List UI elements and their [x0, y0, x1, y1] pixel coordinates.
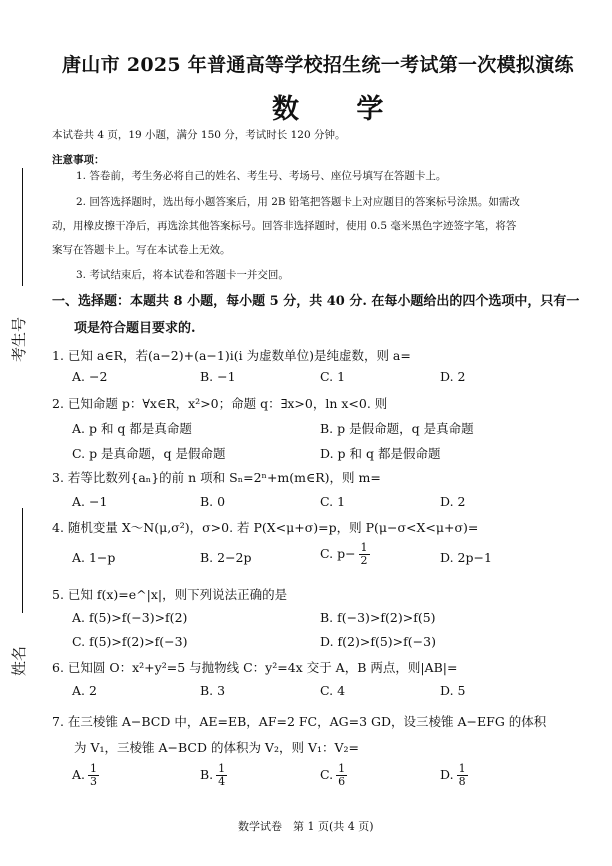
question-4-option-c-text: C. p− — [320, 546, 356, 561]
question-5-option-a: A. f(5)>f(−3)>f(2) — [72, 610, 188, 625]
subject-title: 数 学 — [272, 94, 408, 125]
question-7-option-a: A. $\frac{1}{3}$ — [72, 762, 98, 788]
question-6-option-a: A. 2 — [72, 683, 97, 698]
binding-line-middle — [22, 508, 23, 613]
question-7-option-b-fraction: $\frac{1}{4}$ — [218, 762, 226, 788]
question-1-option-b: B. −1 — [200, 369, 236, 384]
question-7-stem: 7. 在三棱锥 A−BCD 中，AE=EB，AF=2 FC，AG=3 GD，设三棱锥 A−EFG 的体积 — [52, 714, 547, 729]
note-2: 2. 回答选择题时，选出每小题答案后，用 2B 铅笔把答题卡上对应题目的答案标号涂黑。如需改 — [76, 196, 520, 208]
name-label: 姓名 — [10, 645, 28, 676]
question-7-option-b: B. $\frac{1}{4}$ — [200, 762, 226, 788]
question-2-option-a: A. p 和 q 都是真命题 — [72, 421, 192, 436]
page-footer: 数学试卷 第 1 页(共 4 页) — [238, 820, 374, 833]
question-7-option-a-fraction: $\frac{1}{3}$ — [90, 762, 98, 788]
question-4-option-b: B. 2−2p — [200, 550, 252, 565]
question-4-stem: 4. 随机变量 X～N(μ,σ²)，σ>0. 若 P(X<μ+σ)=p，则 P(μ−σ<X<μ+σ)= — [52, 520, 479, 535]
binding-line-top — [22, 168, 23, 286]
question-3-option-c: C. 1 — [320, 494, 346, 509]
question-2-option-c: C. p 是真命题，q 是假命题 — [72, 446, 226, 461]
note-2-cont: 动，用橡皮擦干净后，再选涂其他答案标号。回答非选择题时，使用 0.5 毫米黑色字迹签字笔，将答 — [52, 220, 517, 232]
question-5-stem: 5. 已知 f(x)=e^|x|，则下列说法正确的是 — [52, 587, 288, 602]
section-heading: 一、选择题：本题共 8 小题，每小题 5 分，共 40 分. 在每小题给出的四个选项中，只有一 — [52, 294, 580, 309]
question-2-option-d: D. p 和 q 都是假命题 — [320, 446, 441, 461]
question-7-option-c: C. $\frac{1}{6}$ — [320, 762, 346, 788]
question-3-stem: 3. 若等比数列{aₙ}的前 n 项和 Sₙ=2ⁿ+m(m∈R)，则 m= — [52, 470, 381, 485]
question-5-option-c: C. f(5)>f(2)>f(−3) — [72, 634, 188, 649]
question-1-option-a: A. −2 — [72, 369, 108, 384]
question-4-option-c — [320, 542, 370, 567]
question-4-option-c-fraction: $\frac{1}{2}$ — [360, 541, 368, 567]
note-1: 1. 答卷前，考生务必将自己的姓名、考生号、考场号、座位号填写在答题卡上。 — [76, 170, 447, 182]
question-6-option-c: C. 4 — [320, 683, 346, 698]
question-6-stem: 6. 已知圆 O：x²+y²=5 与抛物线 C：y²=4x 交于 A，B 两点，则|AB|= — [52, 660, 458, 675]
question-7-option-d-fraction: $\frac{1}{8}$ — [458, 762, 466, 788]
exam-number-label: 考生号 — [10, 316, 28, 362]
question-7-stem-cont: 为 V₁，三棱锥 A−BCD 的体积为 V₂，则 V₁：V₂= — [74, 740, 359, 755]
question-6-option-d: D. 5 — [440, 683, 466, 698]
question-5-option-b: B. f(−3)>f(2)>f(5) — [320, 610, 436, 625]
question-1-stem: 1. 已知 a∈R，若(a−2)+(a−1)i(i 为虚数单位)是纯虚数，则 a= — [52, 348, 411, 363]
question-1-option-d: D. 2 — [440, 369, 466, 384]
exam-title: 唐山市 2025 年普通高等学校招生统一考试第一次模拟演练 — [62, 54, 574, 76]
question-4-option-d: D. 2p−1 — [440, 550, 492, 565]
question-2-stem: 2. 已知命题 p：∀x∈R，x²>0；命题 q：∃x>0，ln x<0. 则 — [52, 396, 388, 411]
question-6-option-b: B. 3 — [200, 683, 226, 698]
notes-heading: 注意事项： — [52, 154, 105, 166]
question-4-option-a: A. 1−p — [72, 550, 116, 565]
note-2-end: 案写在答题卡上。写在本试卷上无效。 — [52, 244, 231, 256]
question-5-option-d: D. f(2)>f(5)>f(−3) — [320, 634, 436, 649]
question-7-option-c-fraction: $\frac{1}{6}$ — [338, 762, 346, 788]
exam-intro: 本试卷共 4 页，19 小题，满分 150 分，考试时长 120 分钟。 — [52, 129, 346, 141]
question-3-option-d: D. 2 — [440, 494, 466, 509]
question-2-option-b: B. p 是假命题，q 是真命题 — [320, 421, 474, 436]
question-3-option-a: A. −1 — [72, 494, 108, 509]
question-3-option-b: B. 0 — [200, 494, 226, 509]
question-7-option-d: D. $\frac{1}{8}$ — [440, 762, 466, 788]
question-1-option-c: C. 1 — [320, 369, 346, 384]
note-3: 3. 考试结束后，将本试卷和答题卡一并交回。 — [76, 269, 289, 281]
section-heading-cont: 项是符合题目要求的. — [74, 321, 196, 336]
